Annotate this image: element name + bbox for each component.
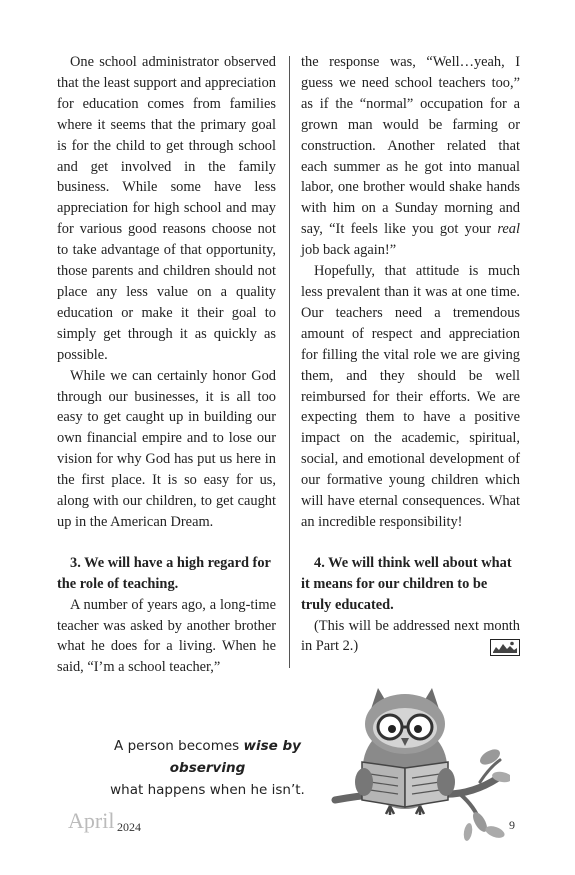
quote-text: A person becomes — [114, 738, 244, 754]
paragraph: One school administrator observed that the least support and appreciation for education comes from families where it seems that the primary goal is for the child to get through school and get involved in the family business. While some have less appreciation for high school and may for various good reasons choose not to take advantage of that opportunity, those parents and children should not place any less value on a quality education or make it their goal to simply get through it as quickly as possible. — [57, 54, 276, 363]
owl-reading-illustration — [330, 682, 510, 847]
end-mark-icon — [490, 639, 520, 656]
right-column — [301, 52, 520, 657]
paragraph: Hopefully, that attitude is much less prevalent than it was at one time. Our teachers need a tremendous amount of respect and appreciation for filling the vital role we are giving them, and they should be well reimbursed for their efforts. We are expecting them to have a positive impact on the academic, spiritual, social, and emotional development of our formative young children which will have eternal consequences. What an incredible responsibility! — [301, 263, 520, 530]
paragraph: A number of years ago, a long-time teacher was asked by another brother what he does for a living. When he said, “I’m a school teacher,” — [57, 596, 276, 676]
italic-word: real — [497, 221, 520, 238]
quote-line-1 — [75, 735, 340, 779]
paragraph: While we can certainly honor God through our businesses, it is all too easy to get caught up in building our own financial empire and to lose our vision for why God has put us here in the first place. It is so easy for us, along with our children, to get caught up in the American Dream. — [57, 367, 276, 530]
text-run: (This will be addressed next month in Part 2.) — [301, 617, 520, 655]
footer-year: 2024 — [117, 820, 141, 834]
section-heading: 3. We will have a high regard for the role of teaching. — [57, 554, 271, 592]
quote — [75, 735, 340, 801]
quote-line-2: what happens when he isn’t. — [110, 782, 305, 798]
page-number: 9 — [509, 818, 515, 832]
paragraph — [301, 616, 520, 658]
section-heading: 4. We will think well about what it means for our children to be truly educated. — [301, 554, 512, 613]
text-run: the response was, “Well…yeah, I guess we need school teachers too,” as if the “normal” occupation for a grown man would be farming or construction. Another related that each summer as he got into manual labor, one brother would shake hands with him on a Sunday morning and say, “It feels like you got your — [301, 54, 520, 238]
left-column — [57, 52, 276, 678]
footer-month: April — [68, 808, 115, 833]
paragraph — [301, 52, 520, 261]
column-divider — [289, 56, 290, 668]
quote-emphasis: wise by observing — [169, 738, 301, 776]
text-run: job back again!” — [301, 242, 397, 259]
